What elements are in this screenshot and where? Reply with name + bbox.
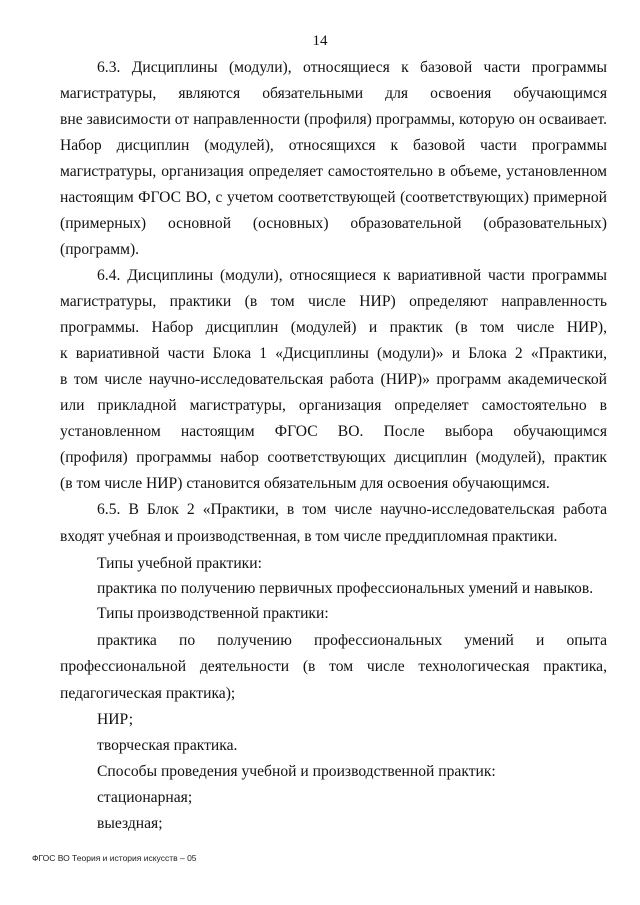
text-line: НИР; xyxy=(97,711,134,728)
text-line: стационарная; xyxy=(97,789,193,806)
text-line: к вариативной части Блока 1 «Дисциплины (модули)» и Блока 2 «Практики, xyxy=(60,345,607,362)
text-line: или прикладной магистратуры, организация определяет самостоятельно в xyxy=(60,397,607,414)
text-line: в том числе научно-исследовательская работа (НИР)» программ академической xyxy=(60,371,607,388)
text-line: магистратуры, организация определяет самостоятельно в объеме, установленном xyxy=(60,163,607,180)
text-line: практика по получению профессиональных умений и опыта xyxy=(97,632,607,649)
text-line: программы. Набор дисциплин (модулей) и практик (в том числе НИР), xyxy=(60,319,607,336)
text-line: Набор дисциплин (модулей), относящихся к базовой части программы xyxy=(60,137,607,154)
text-line: педагогическая практика); xyxy=(60,685,236,702)
page-footer: ФГОС ВО Теория и история искусств – 05 xyxy=(32,853,197,863)
text-line: (в том числе НИР) становится обязательным для освоения обучающимся. xyxy=(60,475,550,492)
text-line: 6.3. Дисциплины (модули), относящиеся к базовой части программы xyxy=(97,59,607,76)
text-line: установленном настоящим ФГОС ВО. После выбора обучающимся xyxy=(60,423,607,440)
text-line: выездная; xyxy=(97,815,163,832)
text-line: магистратуры, являются обязательными для освоения обучающимся xyxy=(60,85,607,102)
text-line: (профиля) программы набор соответствующих дисциплин (модулей), практик xyxy=(60,449,607,466)
text-line: входят учебная и производственная, в том числе преддипломная практики. xyxy=(60,528,558,545)
text-line: практика по получению первичных профессиональных умений и навыков. xyxy=(97,580,594,597)
text-line: творческая практика. xyxy=(97,737,238,754)
page-number: 14 xyxy=(312,33,328,49)
text-line: 6.5. В Блок 2 «Практики, в том числе научно-исследовательская работа xyxy=(97,501,607,518)
text-line: профессиональной деятельности (в том числе технологическая практика, xyxy=(60,658,607,675)
text-line: Способы проведения учебной и производственной практик: xyxy=(97,763,496,780)
text-line: (программ). xyxy=(60,241,140,258)
text-line: 6.4. Дисциплины (модули), относящиеся к вариативной части программы xyxy=(97,267,607,284)
text-line: Типы учебной практики: xyxy=(97,555,262,572)
text-line: вне зависимости от направленности (профиля) программы, которую он осваивает. xyxy=(60,111,607,128)
text-line: Типы производственной практики: xyxy=(97,605,329,622)
text-line: (примерных) основной (основных) образовательной (образовательных) xyxy=(60,215,607,232)
text-line: настоящим ФГОС ВО, с учетом соответствующей (соответствующих) примерной xyxy=(60,189,607,206)
text-line: магистратуры, практики (в том числе НИР) определяют направленность xyxy=(60,293,607,310)
